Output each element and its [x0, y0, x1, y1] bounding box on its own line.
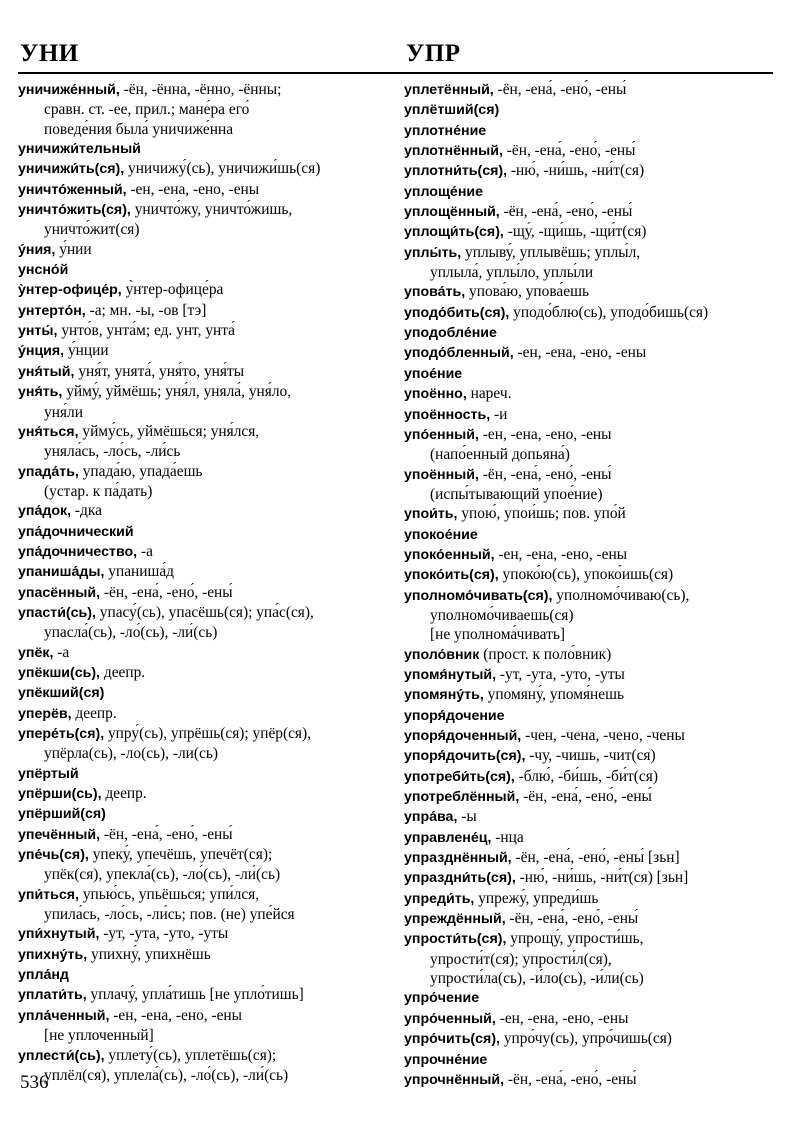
headword: уня́ть, [18, 384, 63, 401]
entry-forms: уничто́жу, уничто́жишь, [130, 201, 293, 219]
headword: упомя́нутый, [404, 666, 497, 683]
headword: упро́чить(ся), [404, 1031, 500, 1048]
entry-line [404, 685, 776, 705]
headword: упрочне́ние [404, 1051, 488, 1068]
headword: уплати́ть, [18, 987, 87, 1004]
entry-line [404, 425, 776, 445]
headword: упёк, [18, 644, 54, 661]
entry-line [404, 767, 776, 787]
entry-line [18, 321, 390, 341]
entry-line [18, 804, 390, 824]
headword: уничиже́нный, [18, 82, 120, 98]
entry-line [404, 100, 776, 120]
headword: упла́нд [18, 967, 69, 984]
entry-line [18, 1006, 390, 1026]
entry-forms: упова́ю, упова́ешь [465, 283, 589, 301]
entry-forms: -ы [457, 808, 477, 826]
entry-forms: -ен, -ена, -ено, -ены [126, 180, 260, 198]
headword: упое́ние [404, 365, 463, 382]
entry-line [404, 405, 776, 425]
entry-line [404, 282, 776, 302]
entry-forms: -щу́, -щи́шь, -щи́т(ся) [503, 223, 647, 241]
entry-line [18, 683, 390, 703]
entry-forms: -ен, -ена, -ено, -ены [109, 1006, 242, 1024]
headword: упасти́(сь), [18, 604, 96, 621]
entry-line [18, 865, 390, 884]
entry-forms: -ен, -ена, -ено, -ены [513, 344, 647, 362]
page-number: 536 [20, 1072, 49, 1093]
headword: упа́дочнический [18, 523, 134, 540]
entry-line [404, 606, 776, 625]
entry-line [18, 583, 390, 603]
entry-line [18, 280, 390, 300]
entry-line [18, 643, 390, 663]
headword: упада́ть, [18, 463, 79, 480]
entry-forms: -а; мн. -ы, -ов [тэ] [85, 301, 207, 319]
headword: унты́, [18, 323, 58, 340]
running-header-right: УПР [406, 40, 461, 67]
entry-line [404, 1070, 776, 1090]
entry-forms: уполномо́чиваешь(ся) [430, 606, 574, 624]
entry-forms: упро́чу(сь), упро́чишь(ся) [499, 1030, 672, 1048]
headword: уня́ться, [18, 423, 79, 440]
headword: упреждённый, [404, 911, 506, 928]
entry-line [18, 663, 390, 683]
entry-line [404, 465, 776, 485]
headword: упи́ться, [18, 886, 79, 903]
entry-forms: упила́сь, -ло́сь, -ли́сь; пов. (не) упе́йся [44, 906, 295, 924]
entry-forms: -ён, -ена́, -ено́, -ены́ [504, 1070, 637, 1088]
entry-forms: поведе́ния была́ уничиже́нна [44, 120, 234, 138]
entry-forms: упасла́(сь), -ло́(сь), -ли́(сь) [44, 624, 218, 642]
entry-line [404, 988, 776, 1008]
headword: уплоще́ние [404, 183, 483, 200]
entry-forms: -и [490, 405, 508, 423]
headword: упаниша́ды, [18, 564, 105, 581]
entry-line [404, 343, 776, 363]
running-header-left: УНИ [20, 40, 79, 67]
entry-line [18, 220, 390, 239]
entry-forms: -ён, -ена́, -ено́, -ены́ [100, 825, 233, 843]
entry-line [404, 141, 776, 161]
entry-line [18, 422, 390, 442]
entry-line [404, 504, 776, 524]
entry-line [404, 80, 776, 100]
entry-forms: -ню́, -ни́шь, -ни́т(ся) [зьн] [515, 869, 689, 887]
entry-forms: -нца [491, 828, 524, 846]
entry-line [18, 704, 390, 724]
headword: употреблённый, [404, 789, 520, 806]
entry-forms: -чу, -чишь, -чит(ся) [525, 747, 656, 765]
headword: уничто́жить(ся), [18, 202, 131, 219]
entry-line [18, 180, 390, 200]
headword: упёкший(ся) [18, 685, 105, 702]
entry-forms: -ён, -ена́, -ено́, -ены́ [519, 788, 652, 806]
entry-line [404, 950, 776, 969]
entry-forms: уплачу́, упла́тишь [не упло́тишь] [86, 986, 304, 1004]
entry-line [404, 1009, 776, 1029]
entry-forms: [не уплоченный] [44, 1027, 154, 1045]
entry-forms: уполномо́чиваю(сь), [552, 586, 690, 604]
entry-forms: -а [137, 542, 153, 560]
headword: уподо́бленный, [404, 345, 514, 362]
entry-line [404, 868, 776, 888]
entry-line [404, 929, 776, 949]
entry-line [404, 787, 776, 807]
entry-line [404, 545, 776, 565]
entry-line [18, 845, 390, 865]
entry-forms: упою́, упои́шь; пов. упо́й [457, 505, 626, 523]
entry-forms: упаниша́д [104, 563, 175, 581]
entry-line [18, 522, 390, 542]
headword: упихну́ть, [18, 946, 88, 963]
entry-forms: -ен, -ена, -ено, -ены [478, 425, 612, 443]
headword: уподо́бить(ся), [404, 304, 510, 321]
entry-forms: упрости́т(ся); упрости́л(ся), [430, 950, 612, 968]
entry-forms: уподо́блю(сь), уподо́бишь(ся) [509, 303, 709, 321]
entry-forms: (напо́енный допьяна́) [430, 446, 570, 464]
headword: упоря́дочить(ся), [404, 748, 526, 765]
entry-line [18, 562, 390, 582]
entry-forms: [не уполнома́чивать] [430, 626, 565, 644]
entry-line [404, 706, 776, 726]
headword: упрости́ть(ся), [404, 931, 507, 948]
entry-line [404, 889, 776, 909]
headword: уничижи́ть(ся), [18, 161, 125, 178]
headword: упомяну́ть, [404, 687, 484, 704]
headword: уподобле́ние [404, 325, 497, 342]
entry-forms: (прост. к поло́вник) [479, 645, 612, 663]
headword: уплётший(ся) [404, 102, 500, 119]
entry-forms: -ен, -ена, -ено, -ены [494, 545, 628, 563]
entry-forms: уйму́сь, уймёшься; уня́лся, [78, 422, 260, 440]
headword: уполо́вник [404, 646, 480, 663]
entry-forms: уняла́сь, -ло́сь, -ли́сь [44, 443, 181, 461]
headword: упла́ченный, [18, 1007, 110, 1024]
entry-line [18, 603, 390, 623]
entry-forms: упихну́, упихнёшь [87, 945, 211, 963]
entry-line [18, 139, 390, 159]
entry-line [404, 384, 776, 404]
entry-forms: упрощу́, упрости́шь, [506, 930, 644, 948]
headword: унсно́й [18, 262, 69, 279]
entry-forms: -ён, -ённа, -ённо, -ённы; [119, 81, 282, 98]
entry-forms: -блю́, -би́шь, -би́т(ся) [514, 767, 658, 785]
entry-forms: -а [53, 643, 70, 661]
headword: управлене́ц, [404, 829, 492, 846]
entry-forms: у̀нтер-офице́ра [121, 281, 224, 299]
headword: упёртый [18, 765, 79, 782]
entry-forms: -ен, -ена, -ено, -ены [495, 1009, 629, 1027]
entry-line [18, 100, 390, 119]
entry-line [18, 120, 390, 139]
headword: упе́чь(ся), [18, 847, 89, 864]
headword: уничто́женный, [18, 181, 127, 198]
headword: упоко́ить(ся), [404, 567, 499, 584]
headword: упоря́доченный, [404, 728, 522, 744]
entry-forms: у́нции [64, 342, 109, 360]
headword: уплести́(сь), [18, 1047, 105, 1064]
entry-line [404, 726, 776, 746]
entry-line [18, 462, 390, 482]
headword: уня́тый, [18, 363, 75, 380]
headword: упере́ть(ся), [18, 726, 105, 742]
entry-forms: упёк(ся), упекла́(сь), -ло́(сь), -ли́(сь) [44, 866, 281, 884]
entry-line [18, 784, 390, 804]
entry-line [404, 969, 776, 988]
entry-line [404, 909, 776, 929]
entry-line [404, 1050, 776, 1070]
entry-line [18, 1066, 390, 1085]
entry-line [18, 200, 390, 220]
entry-line [18, 542, 390, 562]
entry-forms: уня́ли [44, 403, 83, 421]
right-column [404, 80, 776, 1090]
entry-forms: упрости́ла(сь), -и́ло(сь), -и́ли(сь) [430, 970, 644, 988]
headword: упрочнённый, [404, 1071, 505, 1088]
headword: употреби́ть(ся), [404, 768, 515, 785]
entry-forms: -ён, -ена́, -ено́, -ены́ [499, 203, 633, 221]
headword: упоённо, [404, 386, 467, 403]
entry-forms: (устар. к па́дать) [44, 482, 153, 500]
entry-line [404, 828, 776, 848]
headword: упоённость, [404, 406, 491, 423]
entry-forms: упру́(сь), упрёшь(ся); упёр(ся), [104, 725, 311, 742]
entry-forms: -ут, -ута, -уто, -уты [99, 925, 229, 943]
headword: уплотне́ние [404, 122, 487, 139]
entry-forms: (испы́тывающий упое́ние) [430, 485, 603, 503]
entry-forms: -чен, -чена, -чено, -чены [521, 727, 685, 744]
entry-forms: упрежу́, упреди́шь [474, 889, 599, 907]
entry-line [404, 625, 776, 644]
headword: у́нция, [18, 343, 65, 360]
entry-line [18, 80, 390, 100]
headword: упокое́ние [404, 526, 478, 543]
entry-line [18, 159, 390, 179]
headword: упасённый, [18, 584, 101, 601]
headword: упа́док, [18, 503, 72, 520]
entry-line [404, 645, 776, 665]
entry-forms: -ён, -ена́, -ено́, -ены́ [100, 583, 233, 601]
headword: упоённый, [404, 466, 479, 483]
entry-line [18, 905, 390, 924]
entry-forms: уйму́, уймёшь; уня́л, уняла́, уня́ло, [62, 383, 292, 401]
entry-forms: упомяну́, упомя́нешь [483, 686, 624, 704]
entry-line [404, 1029, 776, 1049]
headword: уничижи́тельный [18, 141, 141, 158]
entry-line [404, 121, 776, 141]
entry-forms: сравн. ст. -ее, прил.; мане́ра его́ [44, 101, 250, 119]
entry-forms: упёрла(сь), -ло(сь), -ли(сь) [44, 745, 219, 763]
entry-line [18, 301, 390, 321]
entry-line [18, 260, 390, 280]
headword: упра́ва, [404, 809, 458, 826]
entry-forms: -ут, -ута, -уто, -уты [496, 665, 625, 683]
entry-forms: упасу́(сь), упасёшь(ся); упа́с(ся), [95, 603, 314, 621]
header-rule [18, 72, 773, 74]
entry-line [404, 222, 776, 242]
entry-line [18, 965, 390, 985]
entry-forms: -ён, -ена́, -ено́, -ены́ [502, 142, 636, 160]
entry-forms: деепр. [71, 704, 117, 722]
entry-forms: -ён, -ена́, -ено́, -ены́ [505, 910, 639, 928]
entry-forms: уплыву́, уплывёшь; уплы́л, [461, 243, 641, 261]
headword: упёкши(сь), [18, 664, 101, 681]
entry-line [404, 202, 776, 222]
entry-forms: -ню́, -ни́шь, -ни́т(ся) [507, 162, 645, 180]
entry-forms: упоко́ю(сь), упоко́ишь(ся) [498, 566, 674, 584]
entry-line [18, 403, 390, 422]
headword: упёрший(ся) [18, 806, 106, 823]
entry-forms: уплету́(сь), уплетёшь(ся); [104, 1046, 277, 1064]
entry-line [18, 623, 390, 642]
entry-line [18, 341, 390, 361]
headword: уплотнённый, [404, 143, 503, 160]
entry-line [18, 885, 390, 905]
headword: упоко́енный, [404, 546, 495, 563]
entry-line [404, 182, 776, 202]
headword: у́ния, [18, 241, 56, 258]
headword: уплощи́ть(ся), [404, 224, 504, 241]
entry-line [404, 161, 776, 181]
entry-line [18, 501, 390, 521]
entry-forms: -ён, -ена́, -ено́, -ены́ [478, 465, 612, 483]
left-column [18, 80, 390, 1085]
entry-line [18, 825, 390, 845]
headword: уполномо́чивать(ся), [404, 587, 553, 604]
headword: упа́дочничество, [18, 543, 138, 560]
entry-line [18, 1046, 390, 1066]
headword: упечённый, [18, 826, 101, 843]
entry-line [18, 924, 390, 944]
entry-line [18, 482, 390, 501]
headword: уплетённый, [404, 82, 494, 98]
headword: уплощённый, [404, 204, 500, 221]
headword: упро́ченный, [404, 1010, 496, 1027]
entry-forms: нареч. [466, 385, 512, 403]
entry-line [404, 525, 776, 545]
headword: упёрши(сь), [18, 786, 102, 803]
entry-line [404, 485, 776, 504]
headword: упразднённый, [404, 850, 512, 867]
entry-forms: -дка [71, 502, 102, 520]
entry-line [404, 665, 776, 685]
headword: упреди́ть, [404, 890, 475, 907]
entry-line [404, 807, 776, 827]
entry-line [404, 848, 776, 868]
headword: упро́чение [404, 990, 480, 1007]
headword: упои́ть, [404, 506, 458, 523]
entry-line [18, 1026, 390, 1045]
headword: упраздни́ть(ся), [404, 870, 516, 887]
entry-forms: -ён, -ена́, -ено́, -ены́ [493, 81, 627, 98]
entry-line [404, 303, 776, 323]
entry-line [18, 442, 390, 461]
entry-forms: деепр. [100, 663, 146, 681]
entry-forms: -ён, -ена́, -ено́, -ены́ [зьн] [511, 849, 680, 867]
entry-line [404, 243, 776, 263]
entry-line [404, 746, 776, 766]
entry-line [18, 382, 390, 402]
entry-line [18, 985, 390, 1005]
headword: упоря́дочение [404, 707, 505, 724]
headword: упи́хнутый, [18, 926, 100, 943]
entry-line [404, 445, 776, 464]
entry-forms: у́нии [55, 240, 92, 258]
entry-line [404, 323, 776, 343]
headword: унтерто́н, [18, 302, 86, 319]
entry-line [18, 945, 390, 965]
headword: уперёв, [18, 705, 72, 722]
headword: уплотни́ть(ся), [404, 163, 508, 180]
headword: упо́енный, [404, 426, 479, 443]
entry-forms: упеку́, упечёшь, упечёт(ся); [88, 846, 273, 864]
entry-line [18, 362, 390, 382]
entry-forms: упью́сь, упьёшься; упи́лся, [78, 885, 260, 903]
headword: уплы́ть, [404, 244, 462, 261]
entry-line [18, 744, 390, 763]
entry-forms: уплёл(ся), уплела́(сь), -ло́(сь), -ли́(сь) [44, 1066, 289, 1084]
entry-line [404, 565, 776, 585]
entry-line [404, 586, 776, 606]
entry-forms: уничто́жит(ся) [44, 221, 140, 239]
entry-forms: уня́т, унята́, уня́то, уня́ты [74, 362, 245, 380]
headword: у̀нтер-офице́р, [18, 282, 122, 299]
entry-forms: деепр. [101, 785, 147, 803]
entry-line [404, 263, 776, 282]
entry-line [18, 240, 390, 260]
headword: упова́ть, [404, 284, 466, 301]
entry-forms: уничижу́(сь), уничижи́шь(ся) [124, 160, 321, 178]
entry-line [404, 364, 776, 384]
entry-line [18, 764, 390, 784]
entry-forms: унто́в, унта́м; ед. унт, унта́ [57, 322, 235, 340]
entry-forms: уплыла́, уплы́ло, уплы́ли [430, 264, 594, 282]
entry-forms: упада́ю, упада́ешь [78, 462, 203, 480]
entry-line [18, 724, 390, 744]
